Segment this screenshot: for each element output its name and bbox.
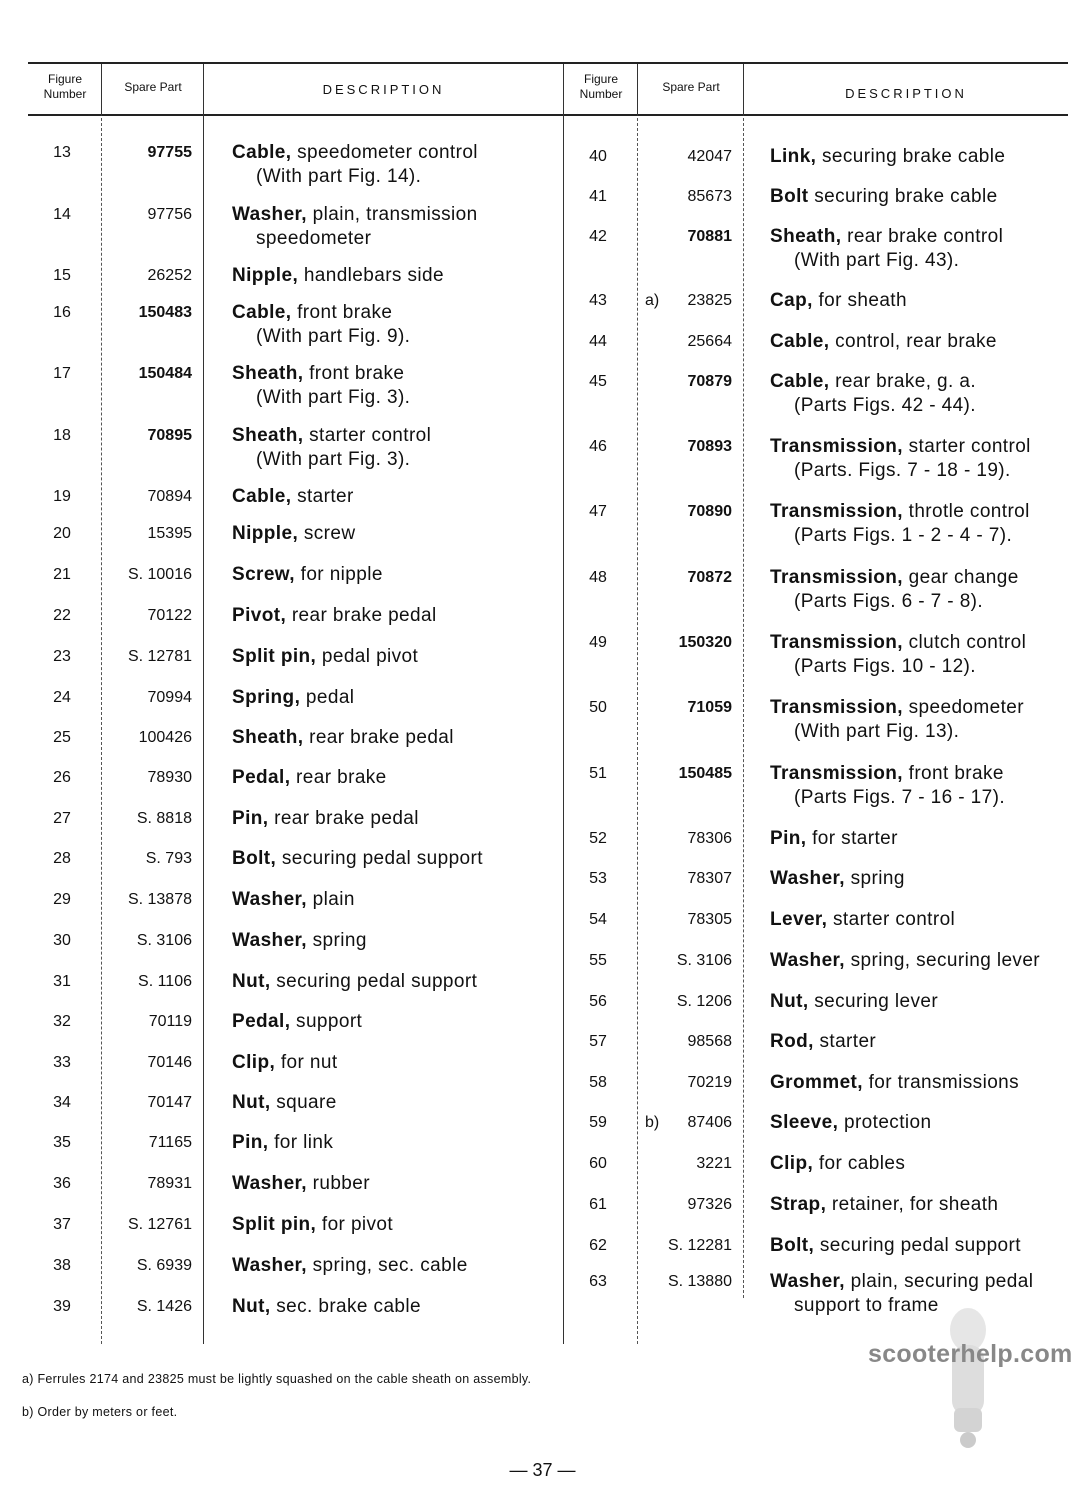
part-name: Cable,	[232, 486, 292, 507]
part-detail-line2: (With part Fig. 3).	[256, 387, 411, 408]
part-detail: rear brake pedal	[303, 727, 454, 748]
part-detail: front brake	[303, 363, 405, 384]
part-name: Bolt	[770, 186, 809, 207]
part-detail: clutch control	[902, 632, 1027, 653]
header-number-line2: Number	[579, 87, 623, 101]
part-name: Transmission,	[770, 436, 903, 457]
part-description	[770, 827, 898, 851]
figure-number: 55	[589, 952, 607, 969]
watermark-text: scooterhelp.com	[868, 1340, 1073, 1368]
spare-part-number: 71059	[687, 699, 732, 716]
part-detail: for transmissions	[862, 1072, 1020, 1093]
header-figure-number-left	[30, 72, 100, 102]
part-description	[232, 888, 355, 912]
header-spare-part-left: Spare Part	[124, 80, 182, 94]
scooter-watermark-icon	[928, 1290, 1008, 1450]
figure-number: 49	[589, 634, 607, 651]
figure-number: 23	[53, 648, 71, 665]
part-detail-line2: (With part Fig. 43).	[794, 250, 960, 271]
part-detail: starter control	[902, 436, 1031, 457]
spare-part-number: 85673	[687, 188, 732, 205]
part-description	[770, 289, 907, 313]
spare-part-number: 150485	[678, 765, 732, 782]
part-name: Transmission,	[770, 501, 903, 522]
part-name: Sheath,	[770, 226, 842, 247]
figure-number: 29	[53, 891, 71, 908]
part-detail-line2: (Parts. Figs. 7 - 18 - 19).	[794, 460, 1011, 481]
part-detail: spring, sec. cable	[306, 1255, 468, 1276]
part-detail: for cables	[813, 1153, 906, 1174]
part-name: Washer,	[232, 1255, 307, 1276]
part-description	[232, 807, 419, 831]
part-detail: starter	[813, 1031, 877, 1052]
figure-number: 44	[589, 333, 607, 350]
part-detail: for nipple	[294, 564, 383, 585]
footnote-b: b) Order by meters or feet.	[22, 1405, 178, 1419]
spare-part-number: S. 1206	[676, 993, 732, 1010]
figure-number: 58	[589, 1074, 607, 1091]
figure-number: 51	[589, 765, 607, 782]
part-name: Split pin,	[232, 646, 317, 667]
spare-part-number: 70890	[687, 503, 732, 520]
spare-part-number: 70881	[687, 228, 732, 245]
spare-part-number: 78306	[687, 830, 732, 847]
part-detail: front brake	[291, 302, 393, 323]
spare-part-number: 70894	[147, 488, 192, 505]
spare-part-number: 78931	[147, 1175, 192, 1192]
part-description	[232, 203, 478, 251]
part-detail: for starter	[806, 828, 898, 849]
figure-number: 40	[589, 148, 607, 165]
figure-number: 13	[53, 144, 71, 161]
spare-part-number: S. 6939	[136, 1257, 192, 1274]
figure-number: 25	[53, 729, 71, 746]
part-description	[232, 424, 431, 472]
header-figure-line1: Figure	[47, 72, 82, 86]
part-description	[232, 301, 410, 349]
part-name: Cable,	[232, 302, 292, 323]
figure-number: 48	[589, 569, 607, 586]
part-detail: rubber	[306, 1173, 370, 1194]
spare-part-number: S. 793	[145, 850, 192, 867]
part-detail: for nut	[275, 1052, 338, 1073]
part-description	[232, 929, 367, 953]
footnote-a: a) Ferrules 2174 and 23825 must be lightly squashed on the cable sheath on assembly.	[22, 1372, 532, 1386]
spare-part-number: 70147	[147, 1094, 192, 1111]
part-name: Transmission,	[770, 697, 903, 718]
part-name: Rod,	[770, 1031, 814, 1052]
spare-part-number: 71165	[148, 1134, 192, 1151]
part-detail: retainer, for sheath	[826, 1194, 999, 1215]
part-name: Pin,	[232, 1132, 269, 1153]
part-detail: rear brake pedal	[286, 605, 437, 626]
part-detail-line2: (With part Fig. 13).	[794, 721, 960, 742]
part-description	[232, 1213, 393, 1237]
part-detail: securing brake cable	[808, 186, 998, 207]
figure-number: 47	[589, 503, 607, 520]
part-detail-line2: speedometer	[256, 228, 372, 249]
part-description	[232, 645, 418, 669]
col-sep-right-1-body	[637, 118, 638, 1344]
figure-number: 60	[589, 1155, 607, 1172]
part-description	[770, 1030, 876, 1054]
part-description	[232, 1295, 421, 1319]
part-name: Sheath,	[232, 363, 304, 384]
spare-part-number: S. 12761	[127, 1216, 192, 1233]
figure-number: 31	[53, 973, 71, 990]
part-name: Washer,	[770, 950, 845, 971]
part-name: Washer,	[232, 1173, 307, 1194]
figure-number: 26	[53, 769, 71, 786]
spare-part-number: 150484	[138, 365, 192, 382]
spare-part-number: 100426	[138, 729, 192, 746]
part-description	[232, 1091, 337, 1115]
col-sep-right-2-body	[743, 118, 744, 1298]
part-name: Bolt,	[770, 1235, 815, 1256]
part-name: Grommet,	[770, 1072, 863, 1093]
figure-number: 50	[589, 699, 607, 716]
part-detail: spring	[844, 868, 905, 889]
figure-number: 46	[589, 438, 607, 455]
figure-number: 56	[589, 993, 607, 1010]
header-description-left: DESCRIPTION	[322, 82, 445, 97]
spare-part-number: 150320	[678, 634, 732, 651]
spare-part-number: 70893	[687, 438, 732, 455]
figure-number: 35	[53, 1134, 71, 1151]
part-description	[770, 908, 955, 932]
spare-part-number: S. 3106	[136, 932, 192, 949]
figure-number: 38	[53, 1257, 71, 1274]
part-detail: starter	[291, 486, 354, 507]
spare-part-number: 15395	[147, 525, 192, 542]
figure-number: 28	[53, 850, 71, 867]
part-detail-line2: (Parts Figs. 42 - 44).	[794, 395, 976, 416]
part-description	[770, 566, 1019, 614]
part-description	[232, 522, 355, 546]
part-detail: plain, securing pedal	[844, 1271, 1034, 1292]
figure-number: 45	[589, 373, 607, 390]
part-description	[770, 990, 938, 1014]
part-description	[232, 1254, 468, 1278]
col-sep-left-1	[101, 64, 102, 116]
part-detail: for sheath	[812, 290, 907, 311]
figure-number: 32	[53, 1013, 71, 1030]
spare-part-number: 70872	[687, 569, 732, 586]
table-top-rule	[28, 62, 1068, 64]
spare-part-number: S. 1106	[138, 973, 192, 990]
figure-number: 57	[589, 1033, 607, 1050]
figure-number: 54	[589, 911, 607, 928]
part-name: Sleeve,	[770, 1112, 839, 1133]
part-name: Nut,	[232, 1296, 271, 1317]
figure-number: 62	[589, 1237, 607, 1254]
spare-part-number: 78305	[687, 911, 732, 928]
part-detail: speedometer control	[291, 142, 478, 163]
part-name: Strap,	[770, 1194, 827, 1215]
part-description	[770, 330, 997, 354]
spare-part-number: 97755	[147, 144, 192, 161]
part-name: Cable,	[770, 331, 830, 352]
part-detail: for link	[268, 1132, 334, 1153]
part-name: Washer,	[232, 204, 307, 225]
part-name: Nipple,	[232, 523, 299, 544]
figure-number: 34	[53, 1094, 71, 1111]
spare-part-number: 97756	[147, 206, 192, 223]
part-name: Transmission,	[770, 632, 903, 653]
part-name: Cable,	[770, 371, 830, 392]
figure-number: 22	[53, 607, 71, 624]
part-name: Nut,	[232, 971, 271, 992]
spare-part-number: 78307	[687, 870, 732, 887]
part-name: Pedal,	[232, 1011, 291, 1032]
part-detail: spring	[306, 930, 367, 951]
col-sep-mid	[563, 64, 564, 1344]
part-detail: securing lever	[808, 991, 939, 1012]
spare-part-number: 70119	[148, 1013, 192, 1030]
part-name: Washer,	[770, 1271, 845, 1292]
part-name: Cap,	[770, 290, 813, 311]
figure-number: 52	[589, 830, 607, 847]
part-detail: securing pedal support	[814, 1235, 1021, 1256]
part-name: Split pin,	[232, 1214, 317, 1235]
part-description	[770, 762, 1005, 810]
part-description	[232, 766, 387, 790]
part-detail: control, rear brake	[829, 331, 997, 352]
part-description	[232, 1131, 333, 1155]
spare-part-number: 23825	[687, 292, 732, 309]
figure-number: 59	[589, 1114, 607, 1131]
part-name: Cable,	[232, 142, 292, 163]
part-name: Nipple,	[232, 265, 299, 286]
part-detail: front brake	[902, 763, 1004, 784]
figure-number: 27	[53, 810, 71, 827]
figure-number: 37	[53, 1216, 71, 1233]
spare-part-number: 87406	[687, 1114, 732, 1131]
figure-number: 14	[53, 206, 71, 223]
figure-number: 53	[589, 870, 607, 887]
part-detail-line2: support to frame	[794, 1295, 939, 1316]
part-detail: plain	[306, 889, 355, 910]
part-description	[770, 370, 976, 418]
part-name: Clip,	[232, 1052, 276, 1073]
part-detail: starter control	[303, 425, 432, 446]
spare-part-number: 150483	[138, 304, 192, 321]
part-name: Transmission,	[770, 763, 903, 784]
footnote-ref: b)	[645, 1114, 660, 1131]
figure-number: 24	[53, 689, 71, 706]
part-description	[770, 435, 1031, 483]
page-number: — 37 —	[509, 1460, 576, 1480]
figure-number: 42	[589, 228, 607, 245]
figure-number: 30	[53, 932, 71, 949]
part-detail-line2: (With part Fig. 3).	[256, 449, 411, 470]
part-detail-line2: (With part Fig. 9).	[256, 326, 411, 347]
part-description	[770, 500, 1030, 548]
part-description	[232, 604, 437, 628]
part-description	[232, 485, 354, 509]
part-detail-line2: (With part Fig. 14).	[256, 166, 422, 187]
part-name: Sheath,	[232, 727, 304, 748]
part-description	[770, 1071, 1019, 1095]
part-detail: rear brake, g. a.	[829, 371, 977, 392]
part-name: Lever,	[770, 909, 828, 930]
spare-part-number: 25664	[687, 333, 732, 350]
part-detail: gear change	[902, 567, 1019, 588]
part-detail: for pivot	[316, 1214, 394, 1235]
part-description	[232, 1172, 370, 1196]
part-detail-line2: (Parts Figs. 6 - 7 - 8).	[794, 591, 984, 612]
part-description	[770, 185, 998, 209]
figure-number: 15	[53, 267, 71, 284]
spare-part-number: S. 1426	[136, 1298, 192, 1315]
figure-number: 21	[53, 566, 71, 583]
part-description	[232, 1010, 362, 1034]
part-description	[232, 1051, 338, 1075]
figure-number: 36	[53, 1175, 71, 1192]
part-name: Washer,	[232, 930, 307, 951]
part-description	[770, 1193, 998, 1217]
figure-number: 16	[53, 304, 71, 321]
part-description	[770, 949, 1040, 973]
part-name: Link,	[770, 146, 817, 167]
table-header-rule	[28, 114, 1068, 116]
spare-part-number: 98568	[687, 1033, 732, 1050]
part-detail: pedal pivot	[316, 646, 419, 667]
spare-part-number: S. 8818	[136, 810, 192, 827]
header-description-right: DESCRIPTION	[845, 86, 967, 101]
part-name: Screw,	[232, 564, 295, 585]
part-description	[770, 631, 1026, 679]
part-description	[232, 847, 483, 871]
part-detail: handlebars side	[298, 265, 444, 286]
part-detail-line2: (Parts Figs. 7 - 16 - 17).	[794, 787, 1006, 808]
spare-part-number: 26252	[147, 267, 192, 284]
part-description	[770, 225, 1003, 273]
part-detail: plain, transmission	[306, 204, 478, 225]
part-detail: rear brake pedal	[268, 808, 419, 829]
spare-part-number: 70895	[147, 427, 192, 444]
part-detail: screw	[298, 523, 356, 544]
part-description	[770, 867, 905, 891]
footnote-ref: a)	[645, 292, 660, 309]
header-figure-number-right	[566, 72, 636, 102]
part-description	[232, 563, 383, 587]
col-sep-right-1	[637, 64, 638, 116]
part-detail: throtle control	[902, 501, 1030, 522]
part-description	[770, 696, 1024, 744]
figure-number: 33	[53, 1054, 71, 1071]
spare-part-number: 70122	[147, 607, 192, 624]
spare-part-number: 42047	[687, 148, 732, 165]
part-name: Pin,	[232, 808, 269, 829]
figure-number: 20	[53, 525, 71, 542]
part-detail: securing pedal support	[270, 971, 478, 992]
figure-number: 39	[53, 1298, 71, 1315]
part-description	[770, 1111, 931, 1135]
header-spare-part-right: Spare Part	[662, 80, 720, 94]
part-name: Bolt,	[232, 848, 277, 869]
part-detail: square	[270, 1092, 337, 1113]
figure-number: 63	[589, 1273, 607, 1290]
spare-part-number: 3221	[696, 1155, 732, 1172]
part-name: Nut,	[232, 1092, 271, 1113]
part-description	[770, 1234, 1021, 1258]
part-detail: securing brake cable	[816, 146, 1006, 167]
part-name: Nut,	[770, 991, 809, 1012]
header-number-line2: Number	[43, 87, 87, 101]
part-description	[770, 1152, 905, 1176]
col-sep-right-2	[743, 64, 744, 116]
part-name: Transmission,	[770, 567, 903, 588]
part-description	[232, 141, 478, 189]
spare-part-number: S. 12281	[667, 1237, 732, 1254]
part-description	[232, 726, 454, 750]
part-detail-line2: (Parts Figs. 10 - 12).	[794, 656, 976, 677]
part-description	[232, 970, 477, 994]
spare-part-number: 70879	[687, 373, 732, 390]
part-name: Washer,	[232, 889, 307, 910]
figure-number: 18	[53, 427, 71, 444]
part-description	[232, 362, 410, 410]
part-detail: rear brake	[290, 767, 387, 788]
part-name: Clip,	[770, 1153, 814, 1174]
part-name: Pin,	[770, 828, 807, 849]
part-detail: spring, securing lever	[844, 950, 1041, 971]
spare-part-number: 70146	[147, 1054, 192, 1071]
figure-number: 41	[589, 188, 607, 205]
spare-part-number: S. 3106	[676, 952, 732, 969]
part-detail: speedometer	[902, 697, 1024, 718]
part-detail: pedal	[300, 687, 355, 708]
figure-number: 43	[589, 292, 607, 309]
part-name: Spring,	[232, 687, 301, 708]
figure-number: 17	[53, 365, 71, 382]
figure-number: 19	[53, 488, 71, 505]
part-detail: support	[290, 1011, 363, 1032]
header-figure-line1: Figure	[583, 72, 618, 86]
part-detail: protection	[838, 1112, 932, 1133]
part-name: Washer,	[770, 868, 845, 889]
part-detail-line2: (Parts Figs. 1 - 2 - 4 - 7).	[794, 525, 1013, 546]
part-name: Pedal,	[232, 767, 291, 788]
part-name: Sheath,	[232, 425, 304, 446]
spare-part-number: 97326	[687, 1196, 732, 1213]
part-detail: sec. brake cable	[270, 1296, 421, 1317]
spare-part-number: S. 12781	[127, 648, 192, 665]
part-description	[232, 686, 354, 710]
col-sep-left-2	[203, 64, 204, 1344]
part-detail: rear brake control	[841, 226, 1004, 247]
figure-number: 61	[589, 1196, 607, 1213]
part-name: Pivot,	[232, 605, 287, 626]
part-detail: securing pedal support	[276, 848, 483, 869]
spare-part-number: 70219	[687, 1074, 732, 1091]
spare-part-number: S. 10016	[127, 566, 192, 583]
spare-part-number: S. 13880	[667, 1273, 732, 1290]
part-detail: starter control	[827, 909, 956, 930]
spare-part-number: S. 13878	[127, 891, 192, 908]
part-description	[770, 145, 1005, 169]
part-description	[232, 264, 444, 288]
spare-part-number: 78930	[147, 769, 192, 786]
spare-part-number: 70994	[147, 689, 192, 706]
